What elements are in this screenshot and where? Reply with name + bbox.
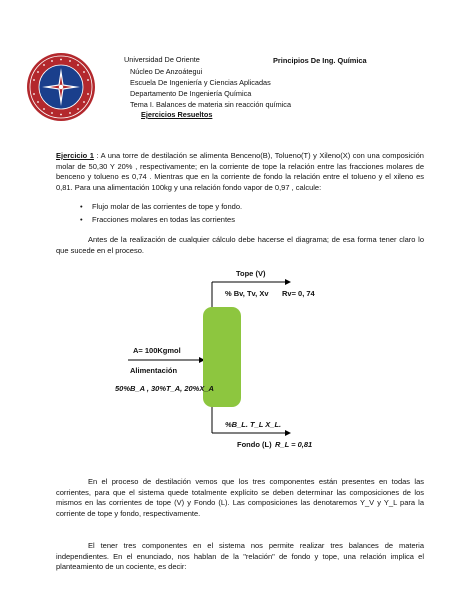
paragraph-composition: En el proceso de destilación vemos que los tres componentes están presentes en todas las corrientes, para que el sistema quede totalmente explícito se deben determinar las composiciones de los mismos en las corrientes de tope (V) y Fondo (L). Las composiciones las denotaremos Y_V y Y_L para la corriente de tope y fondo, respectivamente.	[56, 477, 424, 518]
feed-amount: A= 100Kgmol	[133, 346, 181, 355]
header-school: Escuela De Ingeniería y Ciencias Aplicadas	[130, 78, 271, 87]
diagram-intro: Antes de la realización de cualquier cálculo debe hacerse el diagrama; de esa forma tener claro lo que sucede en el proceso.	[56, 235, 424, 255]
tope-label: Tope (V)	[236, 269, 266, 278]
header-topic: Tema I. Balances de materia sin reacción química	[130, 100, 292, 109]
bottom-label: Fondo (L)	[237, 440, 272, 449]
header-course: Principios De Ing. Química	[273, 56, 367, 65]
list-item: • Fracciones molares en todas las corrientes	[80, 213, 242, 226]
header-subtitle: Ejercicios Resueltos	[141, 110, 213, 119]
list-item: • Flujo molar de las corrientes de tope y fondo.	[80, 200, 242, 213]
exercise-title: Ejercicio 1	[56, 151, 94, 160]
bottom-composition: %B_L. T_L X_L.	[225, 420, 282, 429]
exercise-text: : A una torre de destilación se alimenta Benceno(B), Tolueno(T) y Xileno(X) con una composición molar de 50,30 Y 20% , respectivamente; en la corriente de tope la relación entre las fracciones molares de benceno y tolueno es 0,74 . Mientras que en la corriente de fondo la relación entre el tolueno y el xileno es 0,81. Para una alimentación 100kg y una relación fondo vapor de 0,97 , calcule:	[56, 151, 424, 192]
feed-composition: 50%B_A , 30%T_A, 20%X_A	[115, 384, 214, 393]
header-nucleus: Núcleo De Anzoátegui	[130, 67, 203, 76]
tope-ratio: Rv= 0, 74	[282, 289, 315, 298]
tope-composition: % Bv, Tv, Xv	[225, 289, 269, 298]
header-university: Universidad De Oriente	[124, 55, 200, 64]
paragraph-balances: El tener tres componentes en el sistema nos permite realizar tres balances de materia independientes. En el enunciado, nos hablan de la "relación" de fondo y tope, una relación implica el planteamiento de un cociente, es decir:	[56, 541, 424, 572]
bottom-ratio: R_L = 0,81	[275, 440, 313, 449]
feed-label: Alimentación	[130, 366, 178, 375]
header-department: Departamento De Ingeniería Química	[130, 89, 252, 98]
